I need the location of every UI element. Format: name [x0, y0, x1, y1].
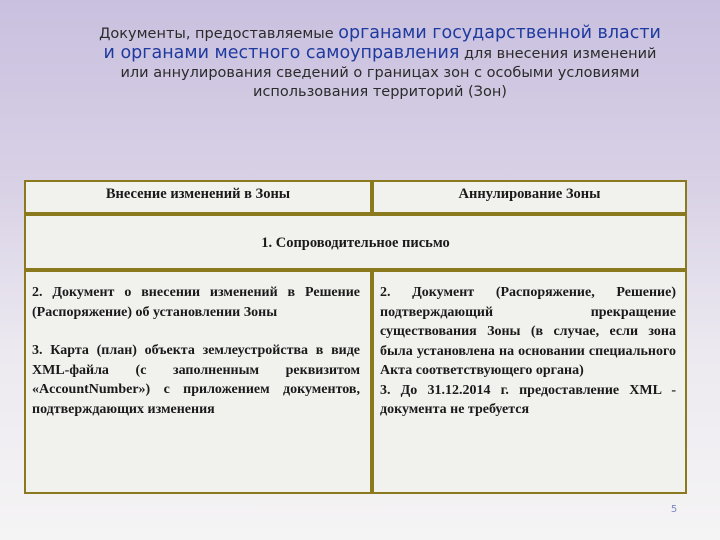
slide-number: 5 [670, 504, 678, 515]
right-item-2: 2. Документ (Распоряжение, Решение) подтверждающий прекращение существования Зоны (в случае, если зона была установлена на основании специального Акта соответствующего органа) [380, 285, 676, 378]
slide-title [60, 24, 700, 102]
title-highlight-2: и органами местного самоуправления [103, 43, 460, 63]
right-item-3: 3. До 31.12.2014 г. предоставление XML - документа не требуется [380, 382, 676, 417]
title-part-4: для внесения изменений [459, 46, 657, 62]
title-line-3: или аннулирования сведений о границах зон с особыми условиями [120, 65, 640, 81]
header-right: Аннулирование Зоны [458, 186, 601, 202]
left-column [32, 283, 360, 419]
title-highlight-1: органами государственной власти [338, 23, 661, 43]
title-part-1: Документы, предоставляемые [99, 26, 339, 42]
left-item-3: 3. Карта (план) объекта землеустройства в виде XML-файла (с заполненным реквизитом «AccountNumber») с приложением документов, подтверждающих изменения [32, 343, 360, 417]
common-row-text: 1. Сопроводительное письмо [261, 235, 450, 251]
header-left: Внесение изменений в Зоны [105, 186, 291, 202]
left-item-2: 2. Документ о внесении изменений в Решение (Распоряжение) об установлении Зоны [32, 285, 360, 320]
title-line-4: использования территорий (Зон) [253, 84, 507, 100]
right-column [380, 283, 676, 420]
